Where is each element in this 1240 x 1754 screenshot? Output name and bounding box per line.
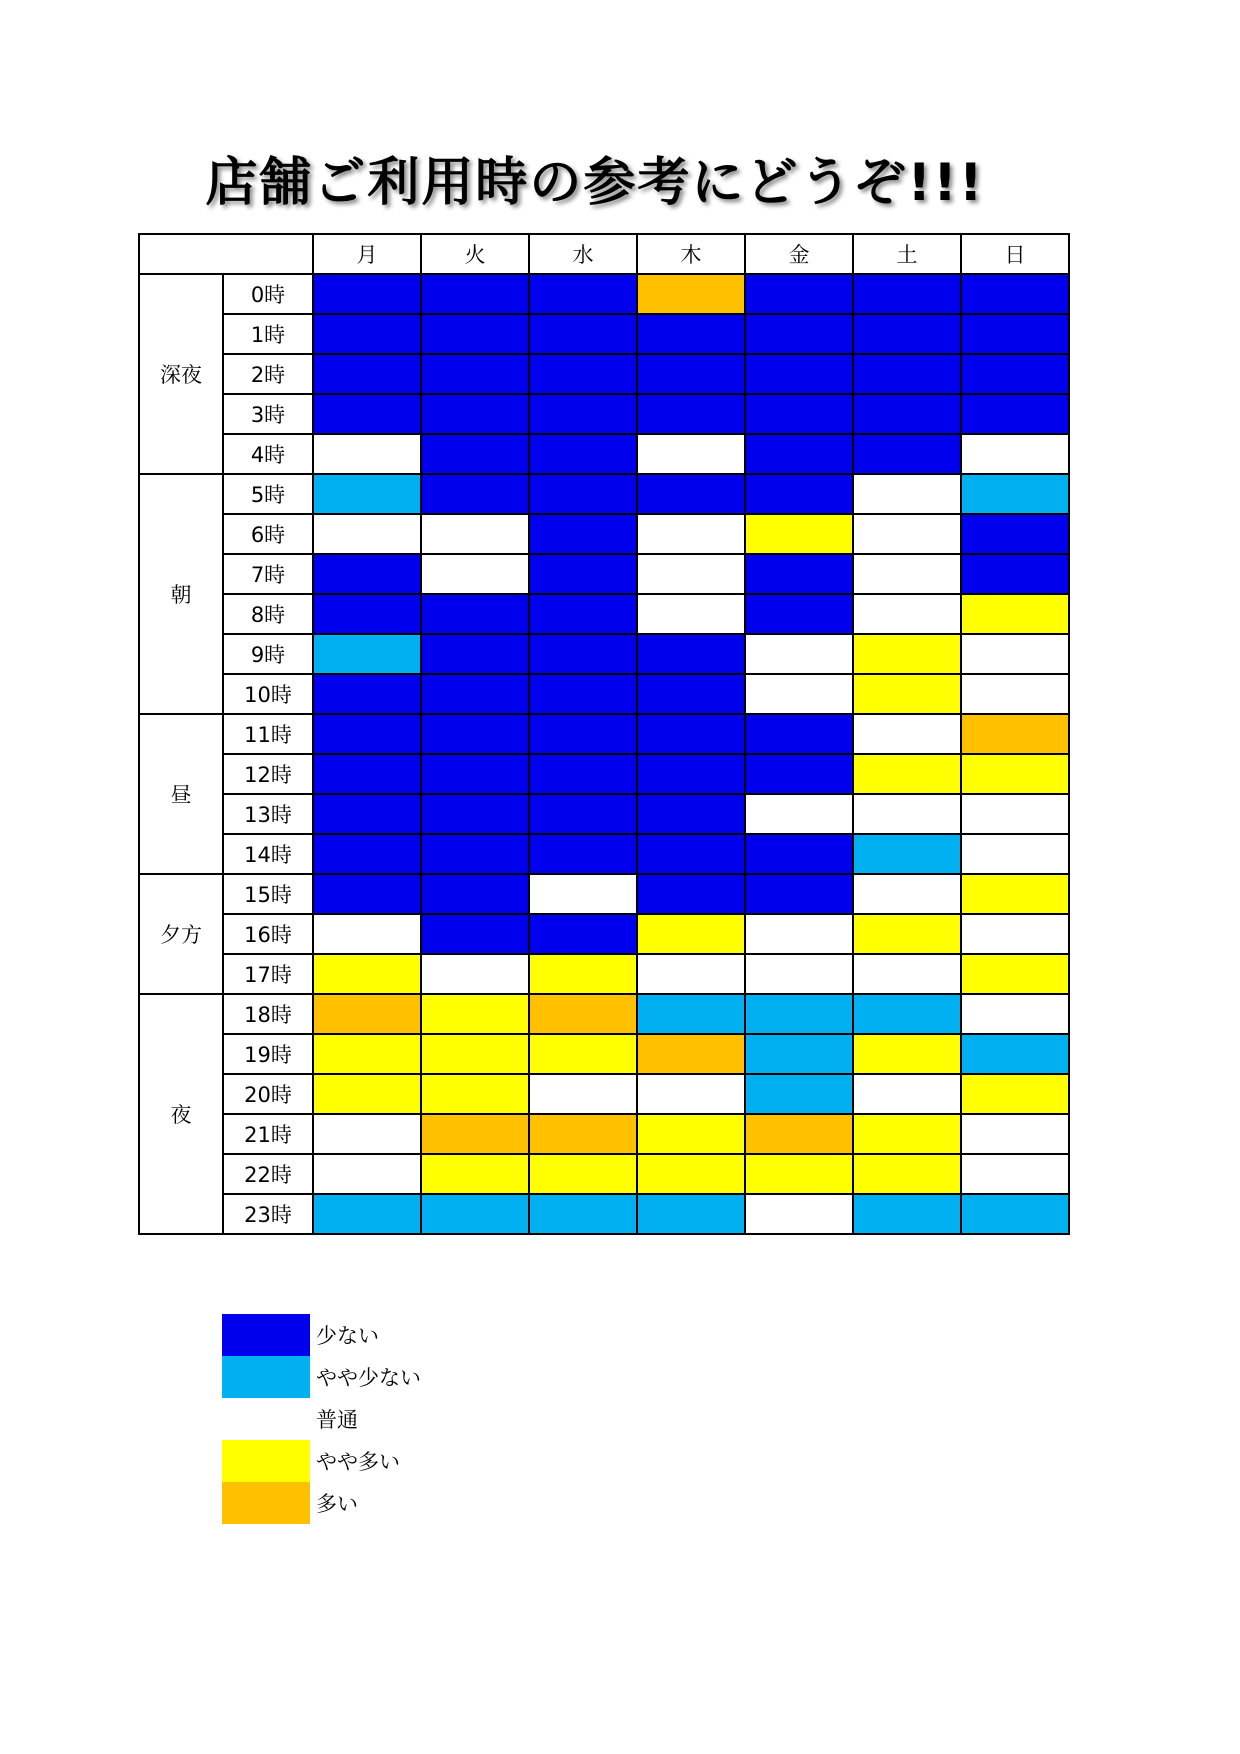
period-label: 深夜 (139, 274, 223, 474)
hour-label: 9時 (223, 634, 313, 674)
heatmap-cell (421, 554, 529, 594)
heatmap-cell (313, 594, 421, 634)
table-row (139, 554, 1069, 594)
period-label: 昼 (139, 714, 223, 874)
heatmap-cell (313, 434, 421, 474)
hour-label: 5時 (223, 474, 313, 514)
period-label: 夕方 (139, 874, 223, 994)
heatmap-cell (421, 914, 529, 954)
legend-item (222, 1482, 421, 1524)
heatmap-cell (961, 1194, 1069, 1234)
heatmap-cell (313, 634, 421, 674)
heatmap-cell (961, 754, 1069, 794)
heatmap-cell (637, 634, 745, 674)
heatmap-cell (529, 914, 637, 954)
heatmap-cell (853, 394, 961, 434)
table-row (139, 1194, 1069, 1234)
hour-label: 6時 (223, 514, 313, 554)
heatmap-cell (745, 674, 853, 714)
heatmap-cell (745, 274, 853, 314)
heatmap-cell (421, 874, 529, 914)
day-header: 水 (529, 234, 637, 274)
heatmap-cell (529, 994, 637, 1034)
heatmap-cell (529, 514, 637, 554)
heatmap-cell (421, 754, 529, 794)
heatmap-cell (529, 834, 637, 874)
legend-swatch (222, 1398, 310, 1440)
legend-label: 少ない (316, 1324, 379, 1348)
heatmap-cell (637, 714, 745, 754)
table-row (139, 914, 1069, 954)
heatmap-cell (745, 914, 853, 954)
heatmap-cell (853, 1154, 961, 1194)
heatmap-cell (529, 354, 637, 394)
heatmap-cell (421, 794, 529, 834)
hour-label: 4時 (223, 434, 313, 474)
heatmap-cell (529, 394, 637, 434)
heatmap-cell (853, 274, 961, 314)
heatmap-cell (637, 434, 745, 474)
heatmap-cell (637, 914, 745, 954)
heatmap-cell (853, 994, 961, 1034)
heatmap-cell (313, 354, 421, 394)
heatmap-cell (421, 714, 529, 754)
heatmap-cell (637, 394, 745, 434)
heatmap-cell (637, 1034, 745, 1074)
heatmap-cell (745, 794, 853, 834)
table-row (139, 874, 1069, 914)
table-row (139, 954, 1069, 994)
table-row (139, 274, 1069, 314)
heatmap-cell (421, 1194, 529, 1234)
page-title: 店舗ご利用時の参考にどうぞ!!! (205, 153, 985, 213)
heatmap-cell (961, 634, 1069, 674)
heatmap-cell (529, 434, 637, 474)
heatmap-cell (421, 634, 529, 674)
heatmap-cell (637, 834, 745, 874)
hour-label: 14時 (223, 834, 313, 874)
table-row (139, 754, 1069, 794)
heatmap-cell (961, 914, 1069, 954)
heatmap-cell (421, 394, 529, 434)
heatmap-cell (529, 1154, 637, 1194)
heatmap-cell (961, 994, 1069, 1034)
heatmap-cell (853, 514, 961, 554)
table-row (139, 834, 1069, 874)
heatmap-cell (529, 1114, 637, 1154)
heatmap-cell (637, 674, 745, 714)
legend-swatch (222, 1482, 310, 1524)
heatmap-cell (745, 1034, 853, 1074)
heatmap-cell (637, 754, 745, 794)
heatmap-cell (961, 354, 1069, 394)
heatmap-cell (421, 514, 529, 554)
heatmap-cell (421, 1114, 529, 1154)
heatmap-cell (313, 474, 421, 514)
heatmap-cell (745, 1154, 853, 1194)
corner-cell (139, 234, 313, 274)
heatmap-cell (961, 594, 1069, 634)
legend-item (222, 1314, 421, 1356)
legend-label: 多い (316, 1492, 358, 1516)
legend-label: やや多い (316, 1450, 400, 1474)
heatmap-cell (313, 1154, 421, 1194)
heatmap-cell (313, 1074, 421, 1114)
hour-label: 22時 (223, 1154, 313, 1194)
table-row (139, 1114, 1069, 1154)
day-header: 金 (745, 234, 853, 274)
heatmap-cell (961, 274, 1069, 314)
table-row (139, 1034, 1069, 1074)
heatmap-cell (853, 1114, 961, 1154)
heatmap-cell (421, 1034, 529, 1074)
hour-label: 3時 (223, 394, 313, 434)
heatmap-cell (745, 754, 853, 794)
table-row (139, 394, 1069, 434)
heatmap-cell (637, 954, 745, 994)
heatmap-cell (313, 874, 421, 914)
heatmap-cell (637, 1074, 745, 1114)
hour-label: 0時 (223, 274, 313, 314)
table-row (139, 514, 1069, 554)
heatmap-cell (529, 634, 637, 674)
hour-label: 20時 (223, 1074, 313, 1114)
legend-swatch (222, 1440, 310, 1482)
heatmap-cell (745, 1074, 853, 1114)
heatmap-cell (745, 874, 853, 914)
table-row (139, 714, 1069, 754)
heatmap-cell (853, 354, 961, 394)
heatmap-cell (745, 354, 853, 394)
heatmap-cell (637, 514, 745, 554)
heatmap-cell (961, 834, 1069, 874)
heatmap-cell (853, 674, 961, 714)
heatmap-cell (313, 754, 421, 794)
table-row (139, 474, 1069, 514)
heatmap-cell (313, 1034, 421, 1074)
header-row (139, 234, 1069, 274)
hour-label: 18時 (223, 994, 313, 1034)
legend-label: 普通 (316, 1408, 358, 1432)
heatmap-cell (745, 394, 853, 434)
heatmap-cell (745, 1194, 853, 1234)
hour-label: 13時 (223, 794, 313, 834)
table-row (139, 634, 1069, 674)
hour-label: 2時 (223, 354, 313, 394)
legend-item (222, 1356, 421, 1398)
heatmap-cell (853, 834, 961, 874)
hour-label: 15時 (223, 874, 313, 914)
heatmap-cell (961, 1074, 1069, 1114)
heatmap-cell (961, 874, 1069, 914)
heatmap-cell (313, 794, 421, 834)
heatmap-cell (313, 1194, 421, 1234)
heatmap-cell (637, 354, 745, 394)
heatmap-cell (961, 514, 1069, 554)
heatmap-cell (529, 794, 637, 834)
heatmap-cell (529, 474, 637, 514)
heatmap-cell (637, 274, 745, 314)
heatmap-cell (853, 594, 961, 634)
heatmap-cell (853, 1194, 961, 1234)
heatmap-cell (961, 314, 1069, 354)
hour-label: 21時 (223, 1114, 313, 1154)
hour-label: 10時 (223, 674, 313, 714)
heatmap-cell (853, 874, 961, 914)
heatmap-cell (637, 1194, 745, 1234)
hour-label: 12時 (223, 754, 313, 794)
heatmap-cell (313, 994, 421, 1034)
hour-label: 23時 (223, 1194, 313, 1234)
heatmap-cell (421, 834, 529, 874)
heatmap-cell (313, 914, 421, 954)
heatmap-cell (313, 834, 421, 874)
table-row (139, 434, 1069, 474)
heatmap-cell (961, 554, 1069, 594)
heatmap-cell (529, 874, 637, 914)
hour-label: 7時 (223, 554, 313, 594)
heatmap-cell (961, 434, 1069, 474)
table-row (139, 674, 1069, 714)
heatmap-cell (529, 674, 637, 714)
heatmap-cell (313, 274, 421, 314)
heatmap-cell (961, 474, 1069, 514)
legend-swatch (222, 1314, 310, 1356)
heatmap-cell (529, 594, 637, 634)
heatmap-cell (529, 314, 637, 354)
heatmap-cell (421, 954, 529, 994)
heatmap-cell (637, 1154, 745, 1194)
hour-label: 19時 (223, 1034, 313, 1074)
heatmap-cell (853, 1034, 961, 1074)
period-label: 朝 (139, 474, 223, 714)
legend-item (222, 1440, 421, 1482)
day-header: 火 (421, 234, 529, 274)
heatmap-cell (421, 434, 529, 474)
heatmap-cell (421, 994, 529, 1034)
heatmap-cell (313, 554, 421, 594)
heatmap-cell (745, 554, 853, 594)
hour-label: 8時 (223, 594, 313, 634)
table-row (139, 794, 1069, 834)
legend-label: やや少ない (316, 1366, 421, 1390)
heatmap-cell (745, 1114, 853, 1154)
heatmap-cell (853, 634, 961, 674)
heatmap-cell (529, 754, 637, 794)
heatmap-cell (637, 314, 745, 354)
heatmap-cell (421, 354, 529, 394)
heatmap-cell (961, 794, 1069, 834)
table-row (139, 354, 1069, 394)
heatmap-cell (853, 314, 961, 354)
heatmap-cell (313, 314, 421, 354)
heatmap-cell (745, 634, 853, 674)
heatmap-cell (853, 554, 961, 594)
heatmap-cell (313, 1114, 421, 1154)
heatmap-cell (421, 314, 529, 354)
day-header: 日 (961, 234, 1069, 274)
heatmap-cell (529, 1034, 637, 1074)
day-header: 木 (637, 234, 745, 274)
heatmap-cell (745, 834, 853, 874)
heatmap-cell (745, 714, 853, 754)
heatmap-cell (853, 914, 961, 954)
heatmap-cell (853, 954, 961, 994)
heatmap-cell (961, 394, 1069, 434)
heatmap-cell (745, 474, 853, 514)
table-row (139, 1074, 1069, 1114)
table-row (139, 1154, 1069, 1194)
heatmap-cell (745, 994, 853, 1034)
busyness-heatmap (138, 233, 1070, 1235)
heatmap-cell (961, 954, 1069, 994)
hour-label: 1時 (223, 314, 313, 354)
heatmap-cell (421, 1074, 529, 1114)
heatmap-cell (529, 714, 637, 754)
heatmap-cell (313, 954, 421, 994)
legend-swatch (222, 1356, 310, 1398)
heatmap-cell (529, 1074, 637, 1114)
heatmap-cell (961, 1154, 1069, 1194)
hour-label: 11時 (223, 714, 313, 754)
heatmap-cell (529, 1194, 637, 1234)
heatmap-cell (313, 514, 421, 554)
heatmap-cell (637, 594, 745, 634)
heatmap-cell (853, 434, 961, 474)
legend-item (222, 1398, 421, 1440)
heatmap-cell (313, 394, 421, 434)
hour-label: 16時 (223, 914, 313, 954)
heatmap-cell (529, 954, 637, 994)
heatmap-cell (637, 794, 745, 834)
heatmap-cell (529, 554, 637, 594)
heatmap-cell (745, 434, 853, 474)
hour-label: 17時 (223, 954, 313, 994)
table-row (139, 994, 1069, 1034)
heatmap-cell (421, 474, 529, 514)
heatmap-cell (637, 874, 745, 914)
day-header: 月 (313, 234, 421, 274)
heatmap-cell (421, 674, 529, 714)
heatmap-cell (637, 994, 745, 1034)
heatmap-cell (421, 274, 529, 314)
heatmap-cell (745, 594, 853, 634)
heatmap-cell (853, 714, 961, 754)
heatmap-cell (853, 474, 961, 514)
heatmap-cell (853, 754, 961, 794)
heatmap-cell (313, 714, 421, 754)
heatmap-cell (637, 554, 745, 594)
heatmap-cell (961, 1114, 1069, 1154)
heatmap-cell (853, 794, 961, 834)
heatmap-cell (853, 1074, 961, 1114)
table-row (139, 314, 1069, 354)
heatmap-cell (745, 314, 853, 354)
heatmap-cell (961, 714, 1069, 754)
heatmap-cell (745, 514, 853, 554)
heatmap-cell (421, 1154, 529, 1194)
table-row (139, 594, 1069, 634)
heatmap-cell (313, 674, 421, 714)
heatmap-cell (529, 274, 637, 314)
heatmap-cell (637, 474, 745, 514)
heatmap-cell (745, 954, 853, 994)
legend (222, 1314, 421, 1524)
day-header: 土 (853, 234, 961, 274)
heatmap-cell (637, 1114, 745, 1154)
heatmap-cell (961, 1034, 1069, 1074)
heatmap-cell (961, 674, 1069, 714)
heatmap-cell (421, 594, 529, 634)
period-label: 夜 (139, 994, 223, 1234)
